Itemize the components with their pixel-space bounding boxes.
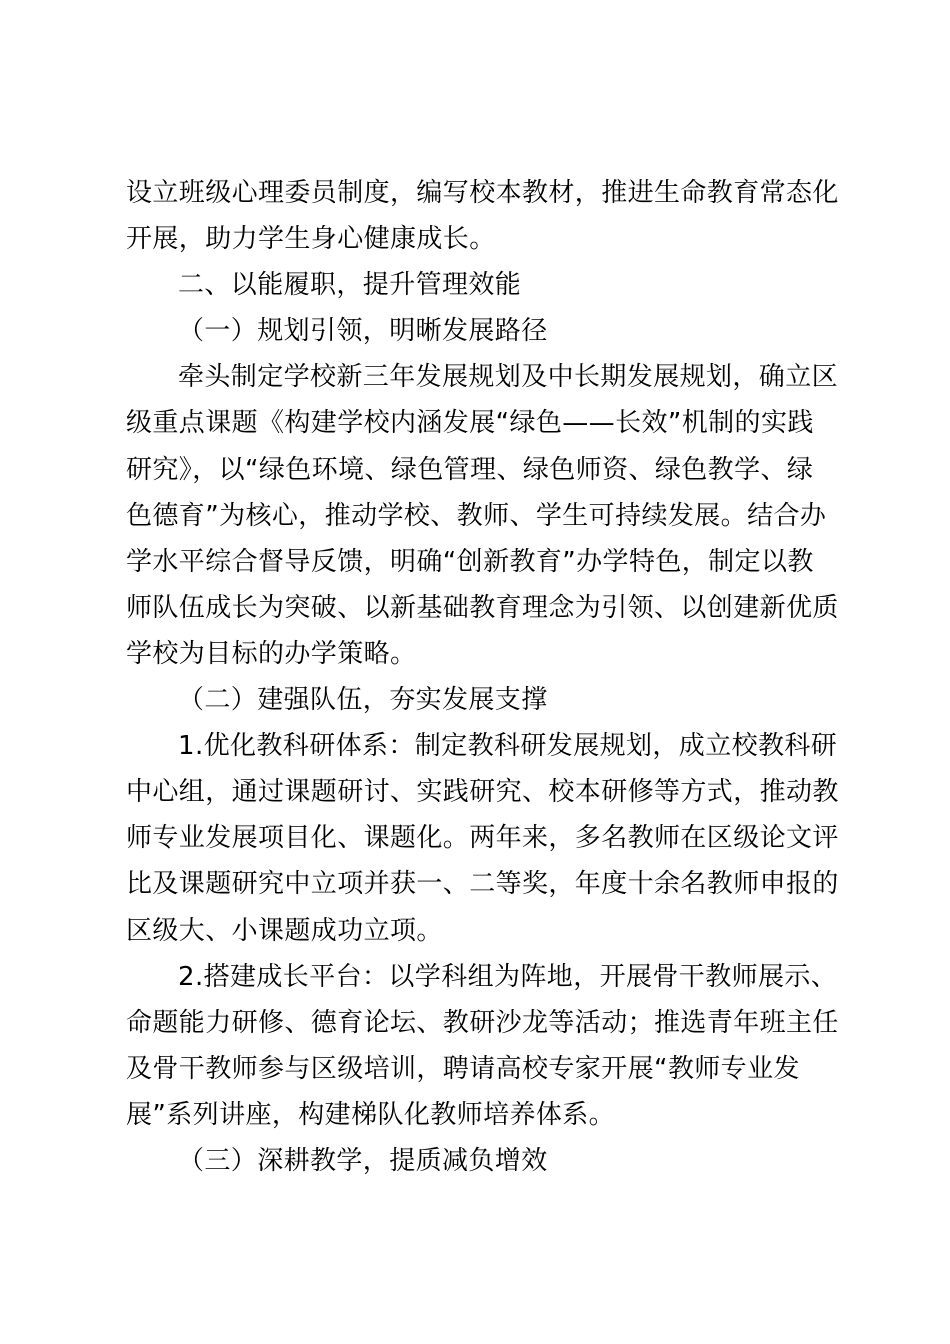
subsection-heading-teaching [126, 1138, 832, 1184]
text-line: 学校为目标的办学策略。 [126, 638, 417, 669]
heading-text: 二、以能履职，提升管理效能 [178, 270, 522, 301]
text-line: 2.搭建成长平台：以学科组为阵地，开展骨干教师展示、 [178, 961, 838, 992]
text-line: 色德育”为核心，推动学校、教师、学生可持续发展。结合办 [126, 500, 827, 531]
text-line: 学水平综合督导反馈，明确“创新教育”办学特色，制定以教 [126, 546, 814, 577]
text-line: 1.优化教科研体系：制定教科研发展规划，成立校教科研 [178, 731, 838, 762]
text-line: 级重点课题《构建学校内涵发展“绿色——长效”机制的实践 [126, 408, 814, 439]
text-line: 展”系列讲座，构建梯队化教师培养体系。 [126, 1099, 616, 1130]
text-line: 命题能力研修、德育论坛、教研沙龙等活动；推选青年班主任 [126, 1007, 839, 1038]
heading-text: （三）深耕教学，提质减负增效 [178, 1145, 548, 1176]
text-line: 设立班级心理委员制度，编写校本教材，推进生命教育常态化 [126, 178, 839, 208]
subsection-heading-team [126, 677, 832, 723]
document-page [126, 170, 839, 1184]
text-line: 研究》，以“绿色环境、绿色管理、绿色师资、绿色教学、绿 [126, 454, 814, 485]
paragraph-planning [126, 354, 839, 677]
text-line: 比及课题研究中立项并获一、二等奖，年度十余名教师申报的 [126, 869, 839, 900]
subsection-heading-planning [126, 308, 832, 354]
paragraph-growth-platform [126, 954, 839, 1138]
text-line: 及骨干教师参与区级培训，聘请高校专家开展“教师专业发 [126, 1053, 800, 1084]
text-line: 开展，助力学生身心健康成长。 [126, 224, 496, 255]
paragraph-research-system [126, 723, 839, 953]
text-line: 师专业发展项目化、课题化。两年来，多名教师在区级论文评 [126, 823, 839, 854]
heading-text: （一）规划引领，明晰发展路径 [178, 316, 548, 347]
paragraph-mental-health-continuation [126, 170, 839, 262]
text-line: 师队伍成长为突破、以新基础教育理念为引领、以创建新优质 [126, 592, 839, 623]
text-line: 中心组，通过课题研讨、实践研究、校本研修等方式，推动教 [126, 777, 839, 808]
text-line: 区级大、小课题成功立项。 [126, 915, 443, 946]
text-line: 牵头制定学校新三年发展规划及中长期发展规划，确立区 [178, 362, 839, 393]
section-heading-2 [126, 262, 832, 308]
heading-text: （二）建强队伍，夯实发展支撑 [178, 685, 548, 716]
